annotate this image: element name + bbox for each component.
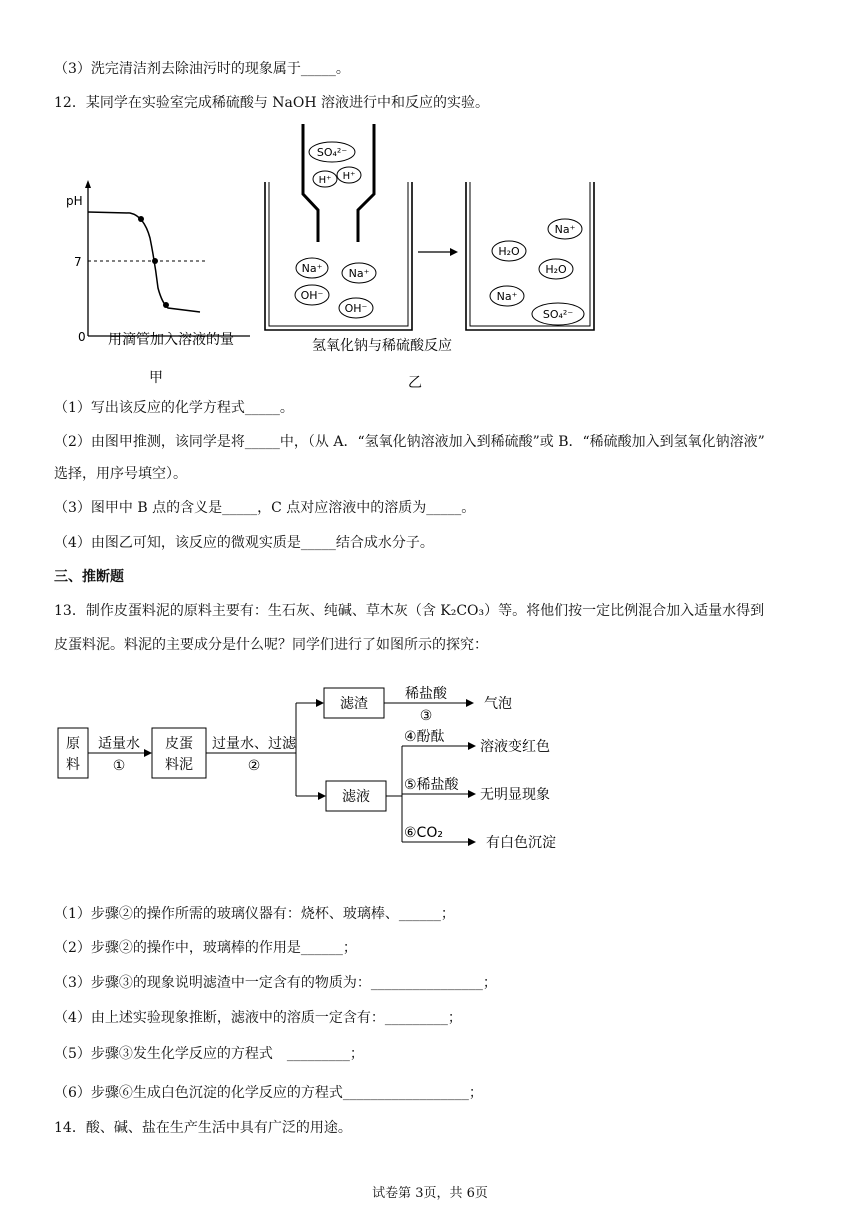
ion-na-3 [548,219,582,239]
ion-h2o-1 [492,241,526,261]
svg-text:H⁺: H⁺ [318,175,332,186]
point-a [138,216,144,222]
q13-3: （3）步骤③的现象说明滤渣中一定含有的物质为：________________； [54,975,497,991]
figure-beakers [258,122,598,394]
svg-text:滤渣: 滤渣 [340,696,368,712]
svg-text:稀盐酸: 稀盐酸 [405,686,447,702]
svg-text:④酚酞: ④酚酞 [404,729,445,745]
q13-2: （2）步骤②的操作中，玻璃棒的作用是______； [54,940,357,956]
ion-oh-1 [295,285,329,305]
point-c [163,302,169,308]
svg-text:②: ② [247,758,261,774]
svg-text:SO₄²⁻: SO₄²⁻ [316,146,348,159]
caption-yi: 乙 [408,375,422,391]
q11-3-text: （3）洗完清洁剂去除油污时的现象属于_____。 [54,61,350,77]
ion-na-1 [296,258,328,278]
svg-text:OH⁻: OH⁻ [300,289,324,302]
x-axis-label: 用滴管加入溶液的量 [108,332,234,348]
svg-text:⑥CO₂: ⑥CO₂ [404,825,443,841]
svg-text:SO₄²⁻: SO₄²⁻ [542,308,574,321]
tick-7: 7 [74,255,82,269]
svg-text:Na⁺: Na⁺ [554,223,576,236]
q12-2a: （2）由图甲推测，该同学是将_____中，（从 A．“氢氧化钠溶液加入到稀硫酸”或 B．“稀硫酸加入到氢氧化钠溶液” [54,434,765,450]
ion-h-dropper-1 [313,171,337,187]
q14-stem: 14．酸、碱、盐在生产生活中具有广泛的用途。 [54,1120,352,1136]
svg-text:料泥: 料泥 [165,757,193,773]
q13-stem-1: 13．制作皮蛋料泥的原料主要有：生石灰、纯碱、草木灰（含 K₂CO₃）等。将他们按一定比例混合加入适量水得到 [54,603,765,619]
ion-oh-2 [339,298,373,318]
svg-text:Na⁺: Na⁺ [301,262,323,275]
q12-2b: 选择，用序号填空）。 [54,466,187,482]
svg-text:气泡: 气泡 [484,696,512,712]
ion-h-dropper-2 [337,167,361,183]
q13-1: （1）步骤②的操作所需的玻璃仪器有：烧杯、玻璃棒、______； [54,906,455,922]
q12-stem: 12．某同学在实验室完成稀硫酸与 NaOH 溶液进行中和反应的实验。 [54,95,489,111]
svg-text:Na⁺: Na⁺ [496,290,518,303]
y-axis-label: pH [66,194,83,208]
flow-diagram [54,678,594,858]
svg-text:OH⁻: OH⁻ [344,302,368,315]
svg-text:H⁺: H⁺ [342,171,356,182]
svg-text:适量水: 适量水 [98,736,140,752]
svg-text:无明显现象: 无明显现象 [480,787,550,803]
ion-so4-beaker [532,303,584,325]
svg-text:原: 原 [66,736,80,752]
caption-jia: 甲 [149,370,163,386]
q13-5: （5）步骤③发生化学反应的方程式 _________； [54,1046,364,1062]
svg-text:皮蛋: 皮蛋 [165,736,193,752]
ion-na-2 [342,263,376,283]
svg-text:①: ① [112,758,126,774]
svg-text:溶液变红色: 溶液变红色 [480,739,550,755]
q13-stem-2: 皮蛋料泥。料泥的主要成分是什么呢？同学们进行了如图所示的探究： [54,637,488,653]
svg-text:过量水、过滤: 过量水、过滤 [212,736,296,752]
ion-so4-dropper [309,142,355,162]
point-b [152,258,158,264]
svg-text:⑤稀盐酸: ⑤稀盐酸 [404,777,459,793]
svg-text:滤液: 滤液 [342,789,370,805]
svg-text:③: ③ [419,708,433,724]
svg-text:料: 料 [66,757,80,773]
q13-4: （4）由上述实验现象推断，滤液中的溶质一定含有：_________； [54,1010,462,1026]
svg-text:Na⁺: Na⁺ [348,267,370,280]
q13-6: （6）步骤⑥生成白色沉淀的化学反应的方程式__________________； [54,1085,483,1101]
svg-text:H₂O: H₂O [498,245,520,258]
svg-text:H₂O: H₂O [545,263,567,276]
origin-label: 0 [78,330,86,344]
q12-3: （3）图甲中 B 点的含义是_____，C 点对应溶液中的溶质为_____。 [54,500,476,516]
svg-text:有白色沉淀: 有白色沉淀 [486,835,556,851]
ion-h2o-2 [539,259,573,279]
figure-ph-curve [60,178,280,398]
q12-1: （1）写出该反应的化学方程式_____。 [54,400,294,416]
figure-beakers-label: 氢氧化钠与稀硫酸反应 [312,338,452,354]
section-heading: 三、推断题 [54,569,124,585]
ion-na-4 [490,286,524,306]
q12-4: （4）由图乙可知，该反应的微观实质是_____结合成水分子。 [54,535,434,551]
page-footer: 试卷第 3页，共 6页 [372,1186,488,1201]
